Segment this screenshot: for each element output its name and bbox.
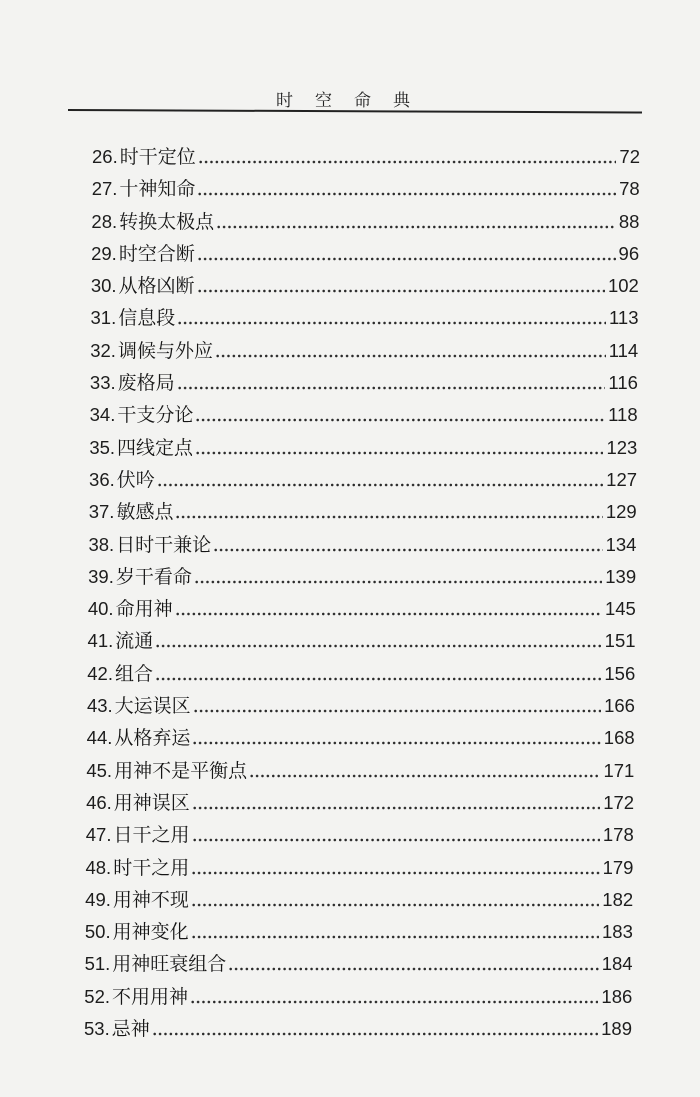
toc-entry-number: 38. bbox=[88, 533, 115, 555]
toc-entry[interactable] bbox=[89, 464, 637, 492]
toc-entry-number: 40. bbox=[87, 598, 114, 620]
toc-entry-number: 49. bbox=[85, 888, 111, 910]
dot-leader bbox=[155, 643, 601, 649]
toc-entry-number: 45. bbox=[86, 759, 113, 781]
toc-entry-page: 189 bbox=[601, 1018, 632, 1039]
toc-entry-title: 用神不现 bbox=[112, 888, 189, 911]
toc-entry-title: 日干之用 bbox=[113, 824, 190, 847]
toc-entry-page: 186 bbox=[601, 985, 633, 1007]
toc-entry-title: 忌神 bbox=[111, 1018, 150, 1040]
toc-entry-number: 47. bbox=[85, 824, 112, 846]
toc-entry-title: 命用神 bbox=[115, 598, 173, 621]
toc-entry[interactable] bbox=[90, 335, 638, 363]
toc-entry-page: 123 bbox=[606, 436, 638, 458]
toc-entry-title: 伏吟 bbox=[116, 468, 155, 491]
toc-entry-page: 183 bbox=[602, 921, 633, 943]
dot-leader bbox=[157, 482, 603, 488]
toc-entry-title: 时干定位 bbox=[119, 146, 196, 168]
toc-entry-number: 53. bbox=[84, 1018, 110, 1039]
toc-entry-title: 干支分论 bbox=[117, 404, 194, 427]
toc-entry-number: 30. bbox=[90, 275, 117, 297]
toc-entry-number: 37. bbox=[88, 501, 115, 523]
toc-entry-page: 88 bbox=[618, 210, 640, 232]
toc-entry-page: 156 bbox=[604, 662, 636, 684]
dot-leader bbox=[191, 934, 599, 940]
toc-entry[interactable] bbox=[86, 787, 634, 815]
toc-entry-page: 172 bbox=[603, 791, 635, 813]
toc-entry-number: 26. bbox=[92, 146, 118, 167]
dot-leader bbox=[175, 514, 602, 520]
dot-leader bbox=[152, 1031, 598, 1037]
dot-leader bbox=[175, 611, 602, 617]
toc-entry-title: 信息段 bbox=[118, 307, 176, 330]
toc-entry[interactable] bbox=[91, 270, 639, 298]
toc-entry[interactable] bbox=[90, 367, 638, 395]
toc-entry-page: 96 bbox=[618, 242, 640, 264]
toc-entry[interactable] bbox=[88, 625, 636, 653]
toc-entry[interactable] bbox=[87, 722, 635, 750]
dot-leader bbox=[213, 547, 602, 553]
toc-entry-page: 184 bbox=[601, 953, 633, 975]
toc-entry-title: 调候与外应 bbox=[117, 339, 213, 362]
toc-entry-number: 33. bbox=[89, 372, 116, 394]
toc-entry[interactable] bbox=[84, 981, 632, 1009]
toc-entry-title: 流通 bbox=[115, 630, 154, 653]
dot-leader bbox=[195, 450, 603, 456]
dot-leader bbox=[198, 159, 617, 165]
toc-entry-number: 35. bbox=[89, 436, 116, 458]
dot-leader bbox=[194, 579, 602, 585]
toc-entry[interactable] bbox=[92, 141, 640, 169]
toc-entry-page: 134 bbox=[605, 533, 637, 555]
dot-leader bbox=[197, 191, 616, 197]
toc-entry-page: 139 bbox=[605, 565, 637, 587]
toc-entry-page: 168 bbox=[603, 727, 635, 749]
toc-entry[interactable] bbox=[89, 496, 637, 524]
toc-entry-title: 日时干兼论 bbox=[116, 533, 212, 556]
toc-entry[interactable] bbox=[85, 948, 633, 976]
toc-entry[interactable] bbox=[85, 884, 633, 912]
toc-entry[interactable] bbox=[85, 916, 633, 944]
toc-entry-page: 178 bbox=[602, 824, 634, 846]
toc-entry[interactable] bbox=[84, 1013, 632, 1041]
toc-entry[interactable] bbox=[89, 432, 637, 460]
toc-entry-title: 转换太极点 bbox=[119, 210, 215, 233]
dot-leader bbox=[215, 353, 606, 359]
toc-entry-number: 42. bbox=[87, 662, 113, 684]
toc-entry[interactable] bbox=[86, 819, 634, 847]
toc-entry-title: 敏感点 bbox=[116, 501, 174, 524]
toc-entry-number: 41. bbox=[87, 630, 114, 652]
toc-entry-title: 不用用神 bbox=[112, 985, 189, 1008]
toc-entry-title: 废格局 bbox=[117, 372, 175, 395]
toc-entry-number: 46. bbox=[86, 791, 112, 813]
dot-leader bbox=[195, 417, 605, 423]
toc-entry-number: 36. bbox=[89, 468, 115, 490]
toc-entry[interactable] bbox=[87, 690, 635, 718]
toc-entry-number: 34. bbox=[89, 404, 116, 426]
toc-entry-page: 127 bbox=[606, 468, 638, 490]
toc-entry-title: 用神不是平衡点 bbox=[114, 759, 248, 782]
toc-entry-page: 129 bbox=[605, 501, 637, 523]
dot-leader bbox=[193, 708, 601, 714]
toc-entry[interactable] bbox=[88, 529, 636, 557]
toc-entry-page: 113 bbox=[609, 307, 639, 329]
toc-entry-page: 102 bbox=[607, 275, 639, 297]
toc-entry[interactable] bbox=[87, 658, 635, 686]
toc-entry-number: 48. bbox=[85, 856, 112, 878]
toc-entry[interactable] bbox=[86, 755, 634, 783]
toc-entry-title: 时空合断 bbox=[118, 242, 195, 265]
toc-entry-number: 52. bbox=[84, 985, 110, 1007]
toc-entry-title: 从格弃运 bbox=[114, 727, 191, 750]
toc-entry-page: 78 bbox=[619, 178, 640, 200]
dot-leader bbox=[155, 676, 601, 682]
toc-entry-page: 145 bbox=[604, 598, 636, 620]
toc-entry[interactable] bbox=[85, 852, 633, 880]
dot-leader bbox=[192, 837, 600, 843]
toc-entry-page: 166 bbox=[604, 695, 635, 717]
toc-entry-page: 151 bbox=[604, 630, 636, 652]
dot-leader bbox=[191, 902, 599, 908]
toc-entry-page: 182 bbox=[602, 888, 634, 910]
dot-leader bbox=[249, 773, 600, 779]
toc-entry-number: 50. bbox=[84, 921, 111, 943]
toc-entry-title: 四线定点 bbox=[117, 436, 194, 459]
dot-leader bbox=[197, 288, 605, 294]
toc-entry[interactable] bbox=[88, 593, 636, 621]
toc-entry-page: 114 bbox=[608, 339, 639, 361]
toc-entry[interactable] bbox=[91, 302, 639, 330]
toc-entry-page: 72 bbox=[619, 146, 640, 167]
toc-entry-title: 用神误区 bbox=[113, 791, 190, 814]
toc-entry-title: 从格凶断 bbox=[118, 275, 195, 298]
toc-entry-number: 31. bbox=[90, 307, 117, 329]
toc-entry-title: 用神变化 bbox=[112, 921, 189, 944]
running-header: 时空命典 bbox=[276, 91, 432, 111]
toc-entry-number: 51. bbox=[84, 953, 111, 975]
dot-leader bbox=[177, 385, 606, 391]
toc-entry-number: 43. bbox=[86, 695, 113, 717]
toc-entry-page: 179 bbox=[602, 856, 634, 878]
toc-entry-title: 岁干看命 bbox=[115, 565, 192, 588]
dot-leader bbox=[197, 256, 616, 262]
toc-entry-title: 时干之用 bbox=[113, 856, 190, 879]
dot-leader bbox=[192, 740, 600, 746]
toc-entry-number: 32. bbox=[90, 339, 116, 361]
toc-entry-number: 39. bbox=[88, 565, 114, 587]
toc-entry-title: 大运误区 bbox=[114, 695, 191, 718]
toc-entry-title: 用神旺衰组合 bbox=[112, 953, 227, 976]
dot-leader bbox=[216, 224, 616, 230]
toc-entry[interactable] bbox=[91, 238, 639, 266]
toc-entry-page: 118 bbox=[608, 404, 638, 426]
toc-entry-number: 29. bbox=[91, 242, 117, 264]
toc-entry-number: 44. bbox=[86, 727, 113, 749]
dot-leader bbox=[191, 870, 599, 876]
toc-entry[interactable] bbox=[88, 561, 636, 589]
dot-leader bbox=[192, 805, 600, 811]
toc-entry-number: 27. bbox=[91, 178, 118, 200]
dot-leader bbox=[228, 966, 598, 972]
toc-entry-title: 组合 bbox=[114, 662, 153, 685]
toc-entry[interactable] bbox=[90, 399, 638, 427]
toc-entry[interactable] bbox=[92, 173, 640, 201]
toc-entry-page: 116 bbox=[608, 372, 638, 394]
toc-entry[interactable] bbox=[91, 206, 639, 234]
toc-entry-number: 28. bbox=[91, 210, 118, 232]
dot-leader bbox=[190, 999, 598, 1005]
dot-leader bbox=[177, 320, 606, 326]
toc-entry-title: 十神知命 bbox=[119, 178, 196, 201]
toc-entry-page: 171 bbox=[603, 759, 635, 781]
